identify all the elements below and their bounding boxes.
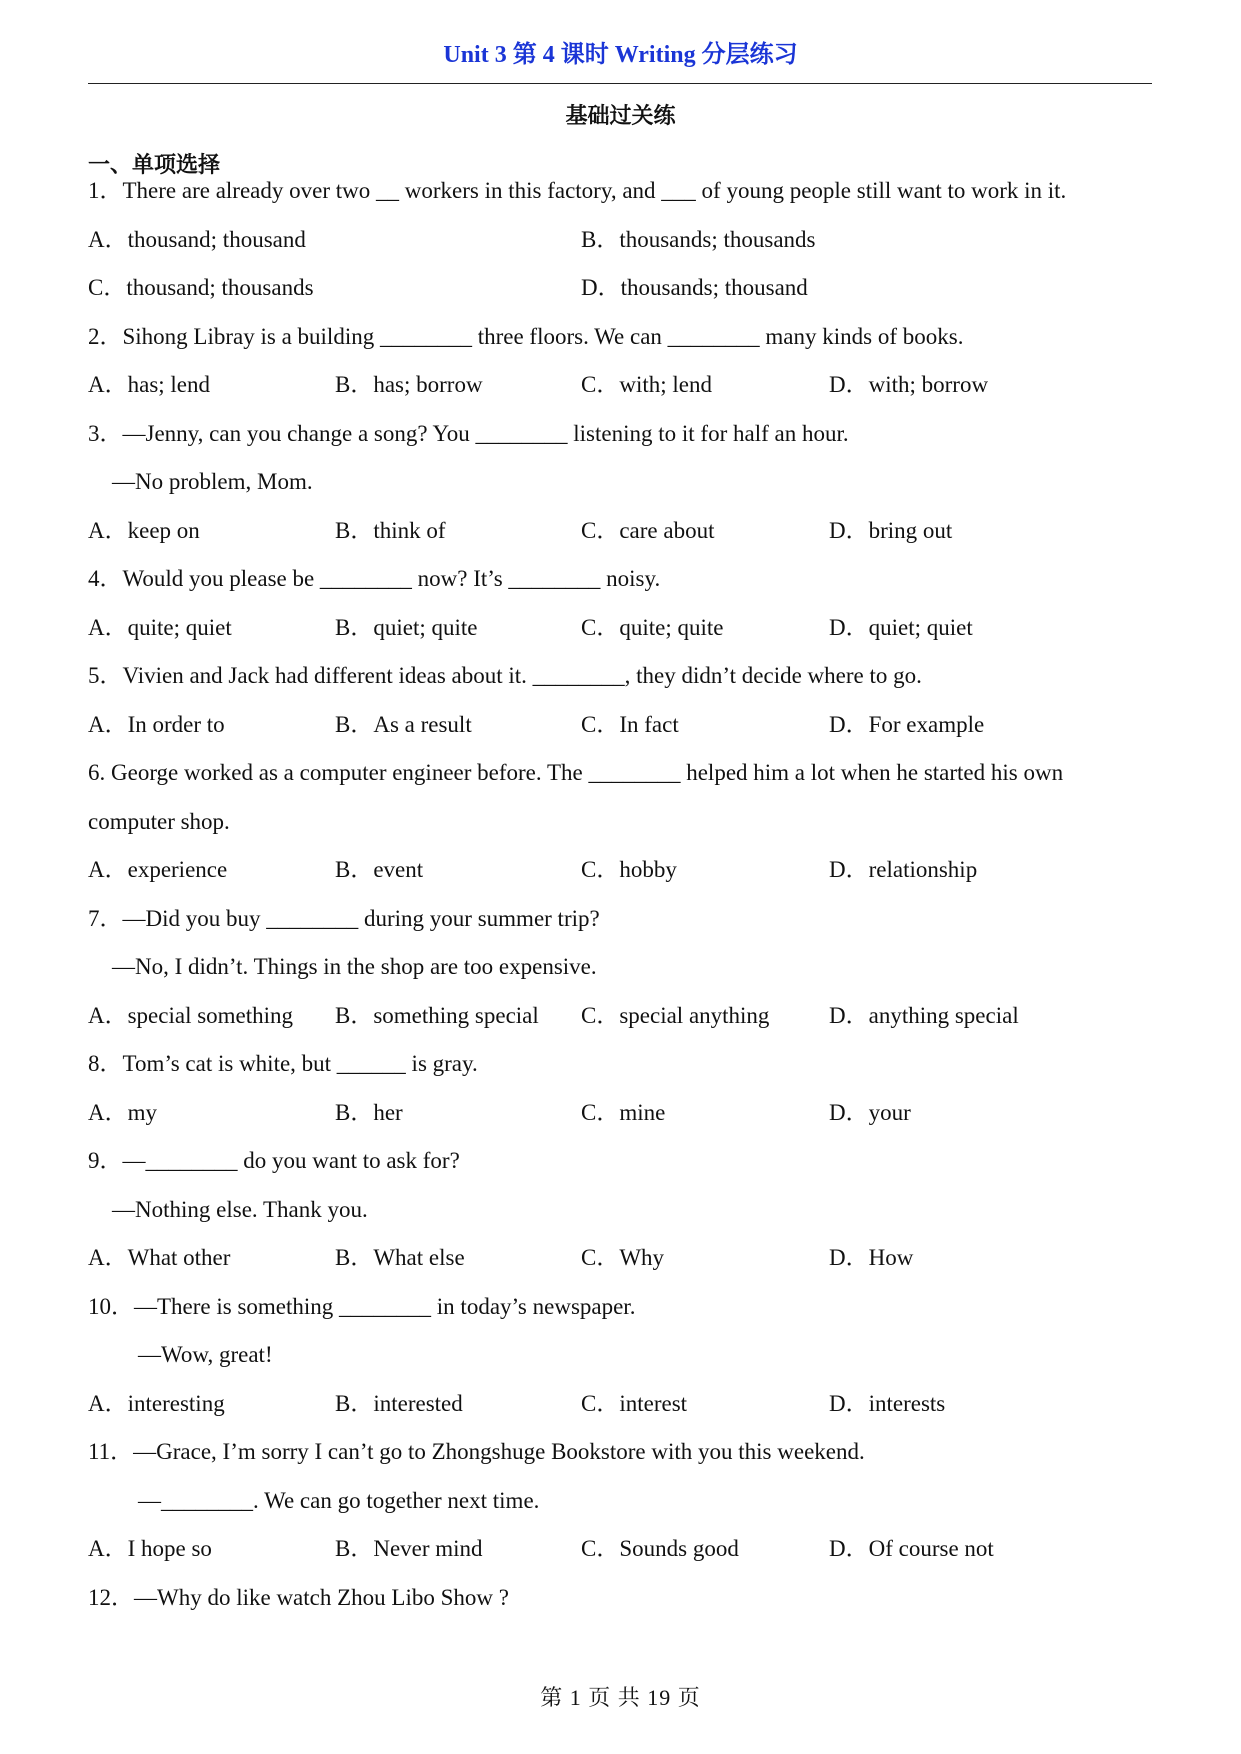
answer-option: A．special something — [88, 1002, 294, 1028]
answer-option: D．bring out — [829, 517, 953, 543]
question-text: 3．—Jenny, can you change a song? You ________ listening to it for half an hour. — [88, 420, 849, 446]
answer-option: B．her — [335, 1099, 403, 1125]
answer-option: B．thousands; thousands — [581, 226, 816, 252]
question-text: —Wow, great! — [138, 1342, 273, 1367]
header-rule — [88, 83, 1152, 84]
answer-option: D．quiet; quiet — [829, 614, 973, 640]
answer-option: C．interest — [581, 1390, 688, 1416]
section-heading: 一、单项选择 — [88, 152, 221, 177]
answer-option: A．thousand; thousand — [88, 226, 306, 252]
answer-option: C．care about — [581, 517, 715, 543]
question-text: 5．Vivien and Jack had different ideas about it. ________, they didn’t decide where to go. — [88, 663, 922, 688]
answer-option: B．event — [335, 857, 424, 882]
answer-option: A．keep on — [88, 517, 200, 543]
answer-option: A．has; lend — [88, 372, 211, 397]
answer-option: C．In fact — [581, 711, 679, 737]
question-text: computer shop. — [88, 808, 230, 834]
answer-option: D．with; borrow — [829, 372, 989, 397]
answer-option: A．In order to — [88, 711, 225, 737]
answer-option: D．Of course not — [829, 1536, 994, 1561]
answer-option: D．interests — [829, 1390, 946, 1416]
question-text: 11．—Grace, I’m sorry I can’t go to Zhongshuge Bookstore with you this weekend. — [88, 1439, 865, 1464]
question-text: 6. George worked as a computer engineer before. The ________ helped him a lot when he started his own — [88, 760, 1064, 785]
answer-option: B．has; borrow — [335, 372, 483, 397]
question-text: —________. We can go together next time. — [138, 1487, 540, 1513]
answer-option: D．thousands; thousand — [581, 275, 808, 300]
answer-option: B．Never mind — [335, 1536, 483, 1561]
question-text: 9．—________ do you want to ask for? — [88, 1148, 460, 1173]
page-footer: 第 1 页 共 19 页 — [540, 1685, 701, 1710]
answer-option: B．quiet; quite — [335, 614, 478, 640]
answer-option: C．with; lend — [581, 372, 712, 397]
answer-option: A．I hope so — [88, 1536, 212, 1561]
answer-option: A．interesting — [88, 1390, 225, 1416]
question-text: 1．There are already over two __ workers in this factory, and ___ of young people still want to work in it. — [88, 178, 1067, 203]
question-text: —No, I didn’t. Things in the shop are too expensive. — [112, 954, 597, 979]
answer-option: B．What else — [335, 1245, 465, 1270]
answer-option: A．What other — [88, 1245, 231, 1270]
answer-option: A．experience — [88, 857, 228, 882]
answer-option: A．my — [88, 1099, 157, 1125]
question-text: 4．Would you please be ________ now? It’s ________ noisy. — [88, 566, 661, 591]
answer-option: D．your — [829, 1099, 911, 1125]
question-text: 12．—Why do like watch Zhou Libo Show ? — [88, 1584, 509, 1610]
answer-option: B．interested — [335, 1390, 463, 1416]
answer-option: D．How — [829, 1245, 914, 1270]
question-text: 10．—There is something ________ in today’s newspaper. — [88, 1293, 636, 1319]
answer-option: B．something special — [335, 1002, 539, 1028]
page-title: Unit 3 第 4 课时 Writing 分层练习 — [443, 42, 798, 68]
answer-option: C．Sounds good — [581, 1536, 739, 1561]
answer-option: C．Why — [581, 1245, 665, 1270]
answer-option: D．For example — [829, 711, 985, 737]
answer-option: C．thousand; thousands — [88, 275, 314, 300]
answer-option: C．hobby — [581, 857, 677, 882]
section-subtitle: 基础过关练 — [565, 103, 676, 128]
answer-option: C．mine — [581, 1099, 666, 1125]
question-text: 8．Tom’s cat is white, but ______ is gray. — [88, 1051, 478, 1076]
answer-option: D．anything special — [829, 1002, 1019, 1028]
answer-option: C．special anything — [581, 1002, 770, 1028]
question-text: 2．Sihong Libray is a building ________ three floors. We can ________ many kinds of books. — [88, 323, 964, 349]
question-text: —Nothing else. Thank you. — [112, 1196, 368, 1222]
question-text: 7．—Did you buy ________ during your summer trip? — [88, 905, 600, 931]
answer-option: B．As a result — [335, 711, 472, 737]
answer-option: D．relationship — [829, 857, 978, 882]
answer-option: C．quite; quite — [581, 614, 724, 640]
question-text: —No problem, Mom. — [112, 469, 313, 494]
answer-option: B．think of — [335, 517, 446, 543]
answer-option: A．quite; quiet — [88, 614, 232, 640]
